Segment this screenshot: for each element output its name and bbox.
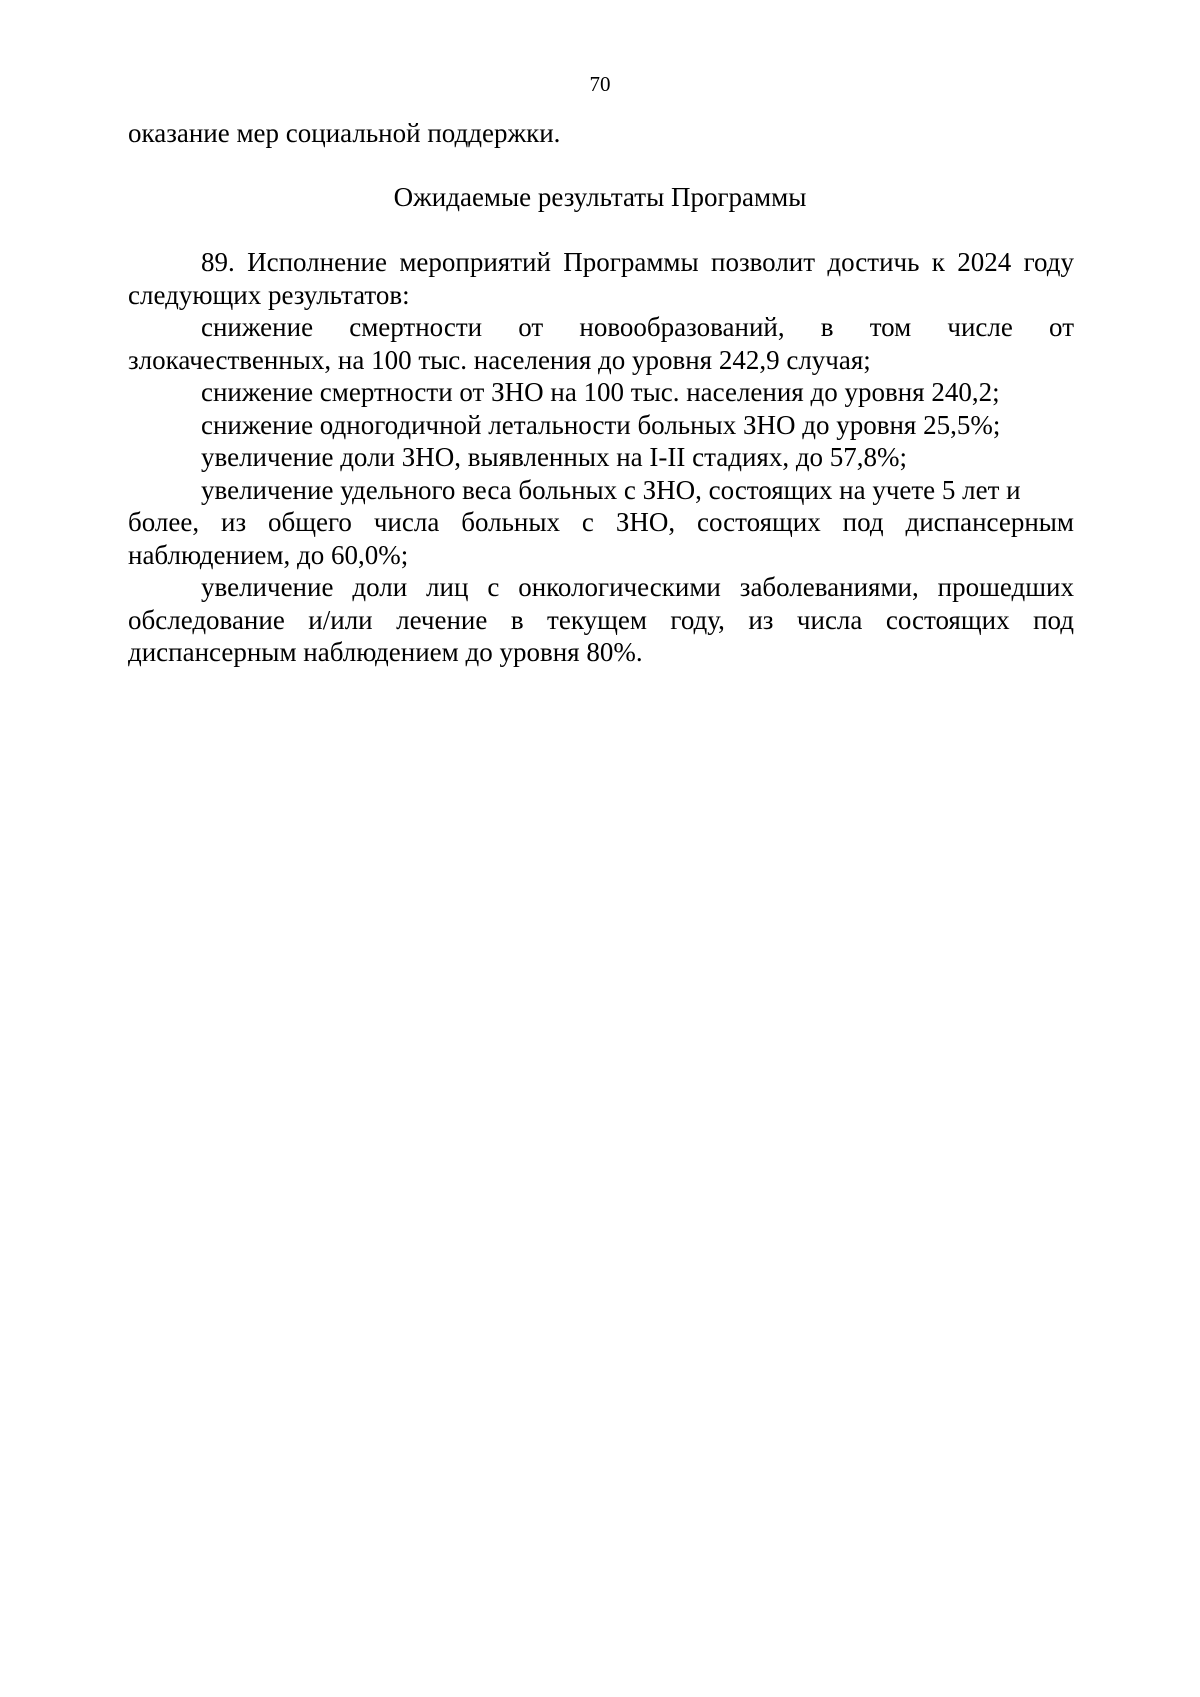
section-heading: Ожидаемые результаты Программы: [393, 182, 807, 212]
paragraph-item-early-stage-detection: увеличение доли ЗНО, выявленных на I-II стадиях, до 57,8%;: [201, 442, 908, 472]
paragraph-item-five-year-share-first-line: увеличение удельного веса больных с ЗНО, состоящих на учете 5 лет и: [201, 474, 1021, 505]
page-number: 70: [589, 72, 611, 96]
paragraph-item-one-year-lethality: снижение одногодичной летальности больных ЗНО до уровня 25,5%;: [201, 409, 1001, 440]
paragraph-item-mortality-zno: снижение смертности от ЗНО на 100 тыс. населения до уровня 240,2;: [201, 377, 1000, 407]
paragraph-item-mortality-neoplasms: снижение смертности от новообразований, в том числе от злокачественных, на 100 тыс. населения до уровня 242,9 случая;: [128, 312, 1074, 375]
continuation-text: оказание мер социальной поддержки.: [128, 118, 561, 148]
paragraph-item-examined-share: увеличение доли лиц с онкологическими заболеваниями, прошедших обследование и/или лечение в текущем году, из числа состоящих под диспансерным наблюдением до уровня 80%.: [128, 572, 1074, 667]
paragraph-item-five-year-share-rest: более, из общего числа больных с ЗНО, состоящих под диспансерным наблюдением, до 60,0%;: [128, 507, 1074, 570]
paragraph-intro: 89. Исполнение мероприятий Программы позволит достичь к 2024 году следующих результатов:: [128, 247, 1074, 310]
body-text: [128, 246, 1074, 669]
